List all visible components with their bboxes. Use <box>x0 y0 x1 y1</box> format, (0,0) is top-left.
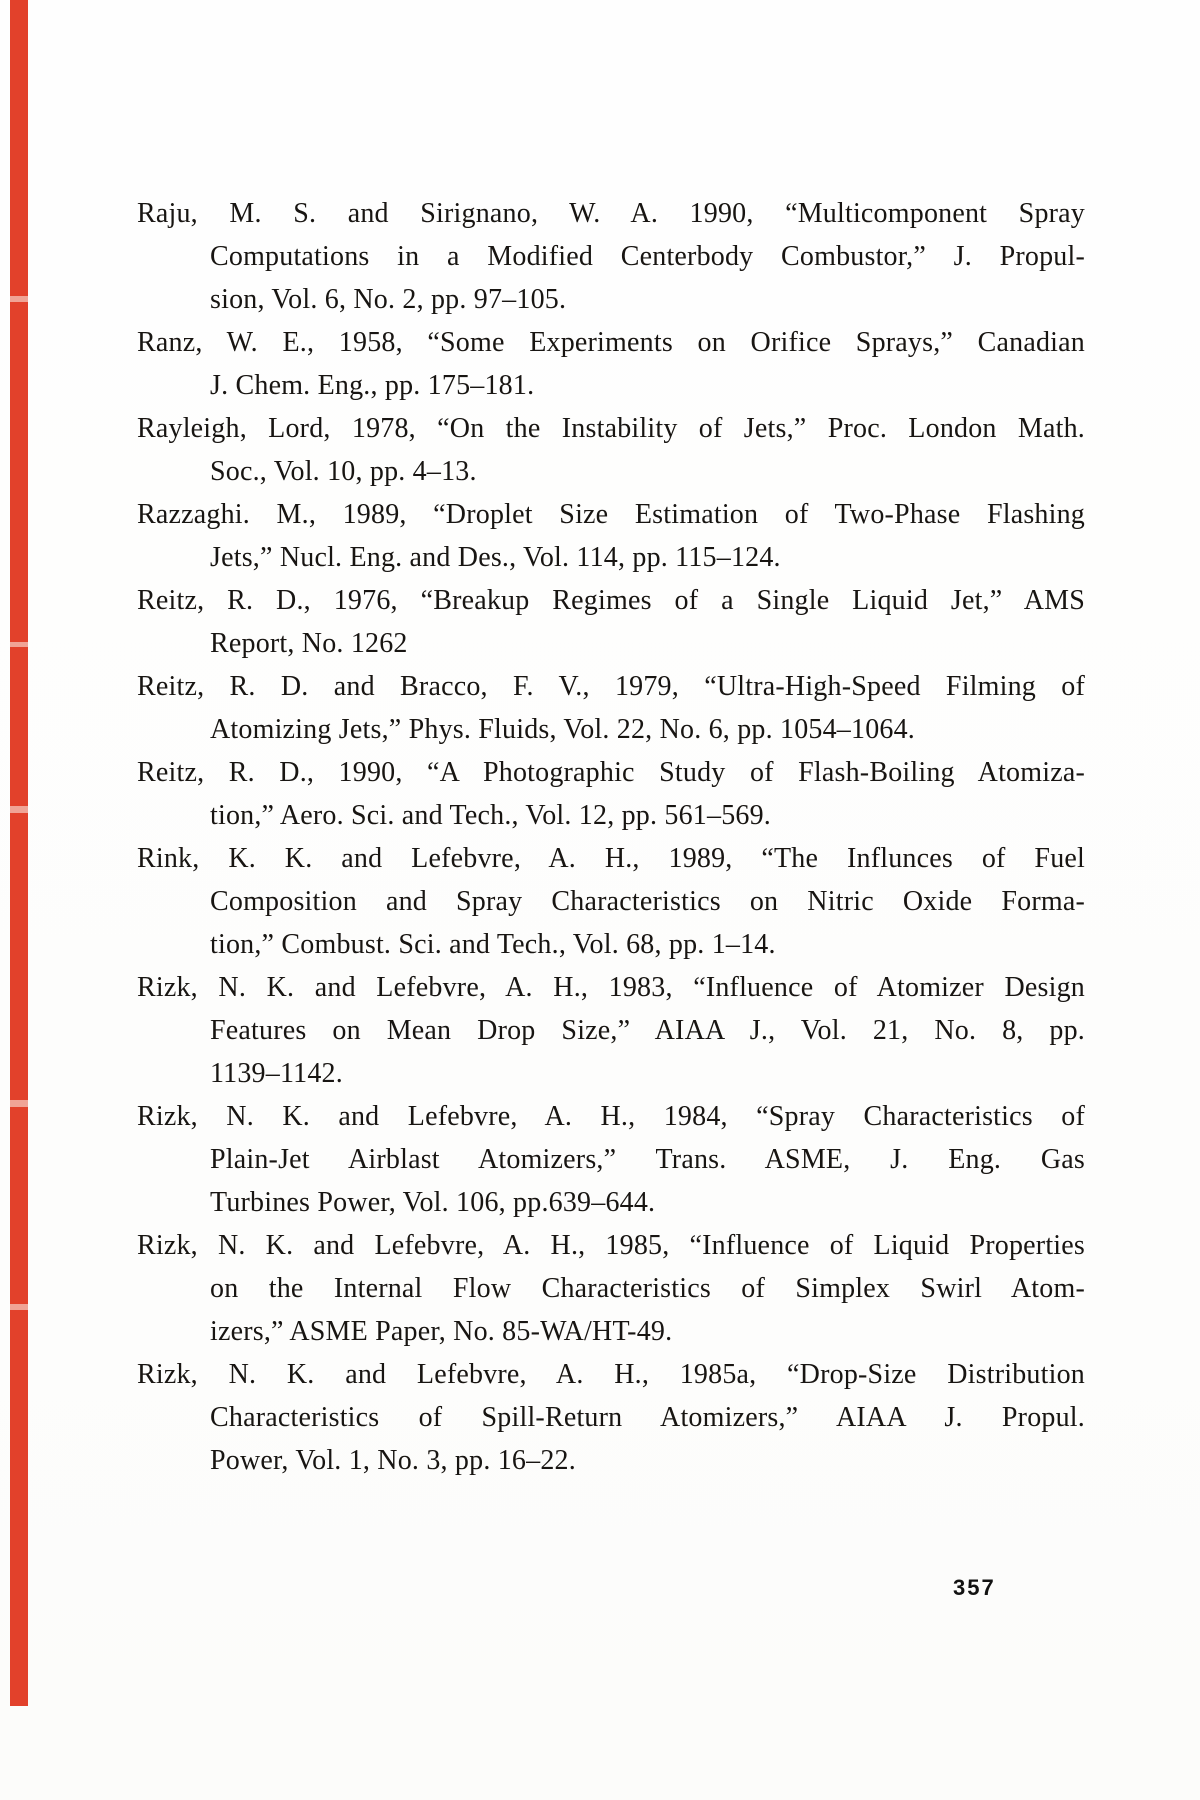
reference-line: Power, Vol. 1, No. 3, pp. 16–22. <box>210 1445 576 1476</box>
reference-item <box>137 665 1085 751</box>
reference-line: Ranz, W. E., 1958, “Some Experiments on Orifice Sprays,” Canadian <box>137 327 1085 358</box>
edge-stripe-notch <box>10 642 28 647</box>
reference-line: Soc., Vol. 10, pp. 4–13. <box>210 456 477 487</box>
reference-item <box>137 751 1085 837</box>
reference-line: Report, No. 1262 <box>210 628 408 659</box>
reference-item <box>137 1224 1085 1353</box>
edge-stripe-notch <box>10 296 28 302</box>
page-number: 357 <box>953 1575 996 1600</box>
reference-line: Features on Mean Drop Size,” AIAA J., Vol. 21, No. 8, pp. <box>210 1015 1085 1046</box>
reference-line: Reitz, R. D., 1976, “Breakup Regimes of a Single Liquid Jet,” AMS <box>137 585 1085 616</box>
reference-line: sion, Vol. 6, No. 2, pp. 97–105. <box>210 284 567 315</box>
reference-line: tion,” Combust. Sci. and Tech., Vol. 68, pp. 1–14. <box>210 929 776 960</box>
reference-item <box>137 1095 1085 1224</box>
reference-line: on the Internal Flow Characteristics of Simplex Swirl Atom- <box>210 1273 1085 1304</box>
reference-line: Raju, M. S. and Sirignano, W. A. 1990, “Multicomponent Spray <box>137 198 1085 229</box>
reference-line: tion,” Aero. Sci. and Tech., Vol. 12, pp. 561–569. <box>210 800 772 831</box>
book-edge-stripe <box>10 0 28 1706</box>
reference-line: Reitz, R. D., 1990, “A Photographic Study of Flash-Boiling Atomiza- <box>137 757 1085 788</box>
reference-item <box>137 321 1085 407</box>
reference-line: Rayleigh, Lord, 1978, “On the Instability of Jets,” Proc. London Math. <box>137 413 1085 444</box>
reference-line: Characteristics of Spill-Return Atomizers,” AIAA J. Propul. <box>210 1402 1085 1433</box>
references-list <box>137 192 1085 1482</box>
edge-stripe-notch <box>10 1304 28 1310</box>
edge-stripe-notch <box>10 1100 28 1107</box>
reference-item <box>137 493 1085 579</box>
reference-line: J. Chem. Eng., pp. 175–181. <box>210 370 535 401</box>
reference-line: Razzaghi. M., 1989, “Droplet Size Estimation of Two-Phase Flashing <box>137 499 1085 530</box>
reference-line: Rizk, N. K. and Lefebvre, A. H., 1985a, “Drop-Size Distribution <box>137 1359 1085 1390</box>
reference-line: Rizk, N. K. and Lefebvre, A. H., 1984, “Spray Characteristics of <box>137 1101 1085 1132</box>
reference-item <box>137 837 1085 966</box>
reference-line: Rink, K. K. and Lefebvre, A. H., 1989, “The Influnces of Fuel <box>137 843 1085 874</box>
reference-line: Rizk, N. K. and Lefebvre, A. H., 1983, “Influence of Atomizer Design <box>137 972 1085 1003</box>
reference-line: Turbines Power, Vol. 106, pp.639–644. <box>210 1187 656 1218</box>
reference-line: 1139–1142. <box>210 1058 343 1089</box>
reference-line: Jets,” Nucl. Eng. and Des., Vol. 114, pp. 115–124. <box>210 542 781 573</box>
reference-line: Rizk, N. K. and Lefebvre, A. H., 1985, “Influence of Liquid Properties <box>137 1230 1085 1261</box>
reference-line: Plain-Jet Airblast Atomizers,” Trans. ASME, J. Eng. Gas <box>210 1144 1085 1175</box>
reference-line: Reitz, R. D. and Bracco, F. V., 1979, “Ultra-High-Speed Filming of <box>137 671 1085 702</box>
reference-item <box>137 966 1085 1095</box>
reference-line: Atomizing Jets,” Phys. Fluids, Vol. 22, No. 6, pp. 1054–1064. <box>210 714 915 745</box>
reference-line: izers,” ASME Paper, No. 85-WA/HT-49. <box>210 1316 673 1347</box>
reference-item <box>137 579 1085 665</box>
edge-stripe-notch <box>10 806 28 813</box>
reference-line: Composition and Spray Characteristics on Nitric Oxide Forma- <box>210 886 1085 917</box>
reference-item <box>137 407 1085 493</box>
reference-line: Computations in a Modified Centerbody Combustor,” J. Propul- <box>210 241 1085 272</box>
reference-item <box>137 192 1085 321</box>
reference-item <box>137 1353 1085 1482</box>
